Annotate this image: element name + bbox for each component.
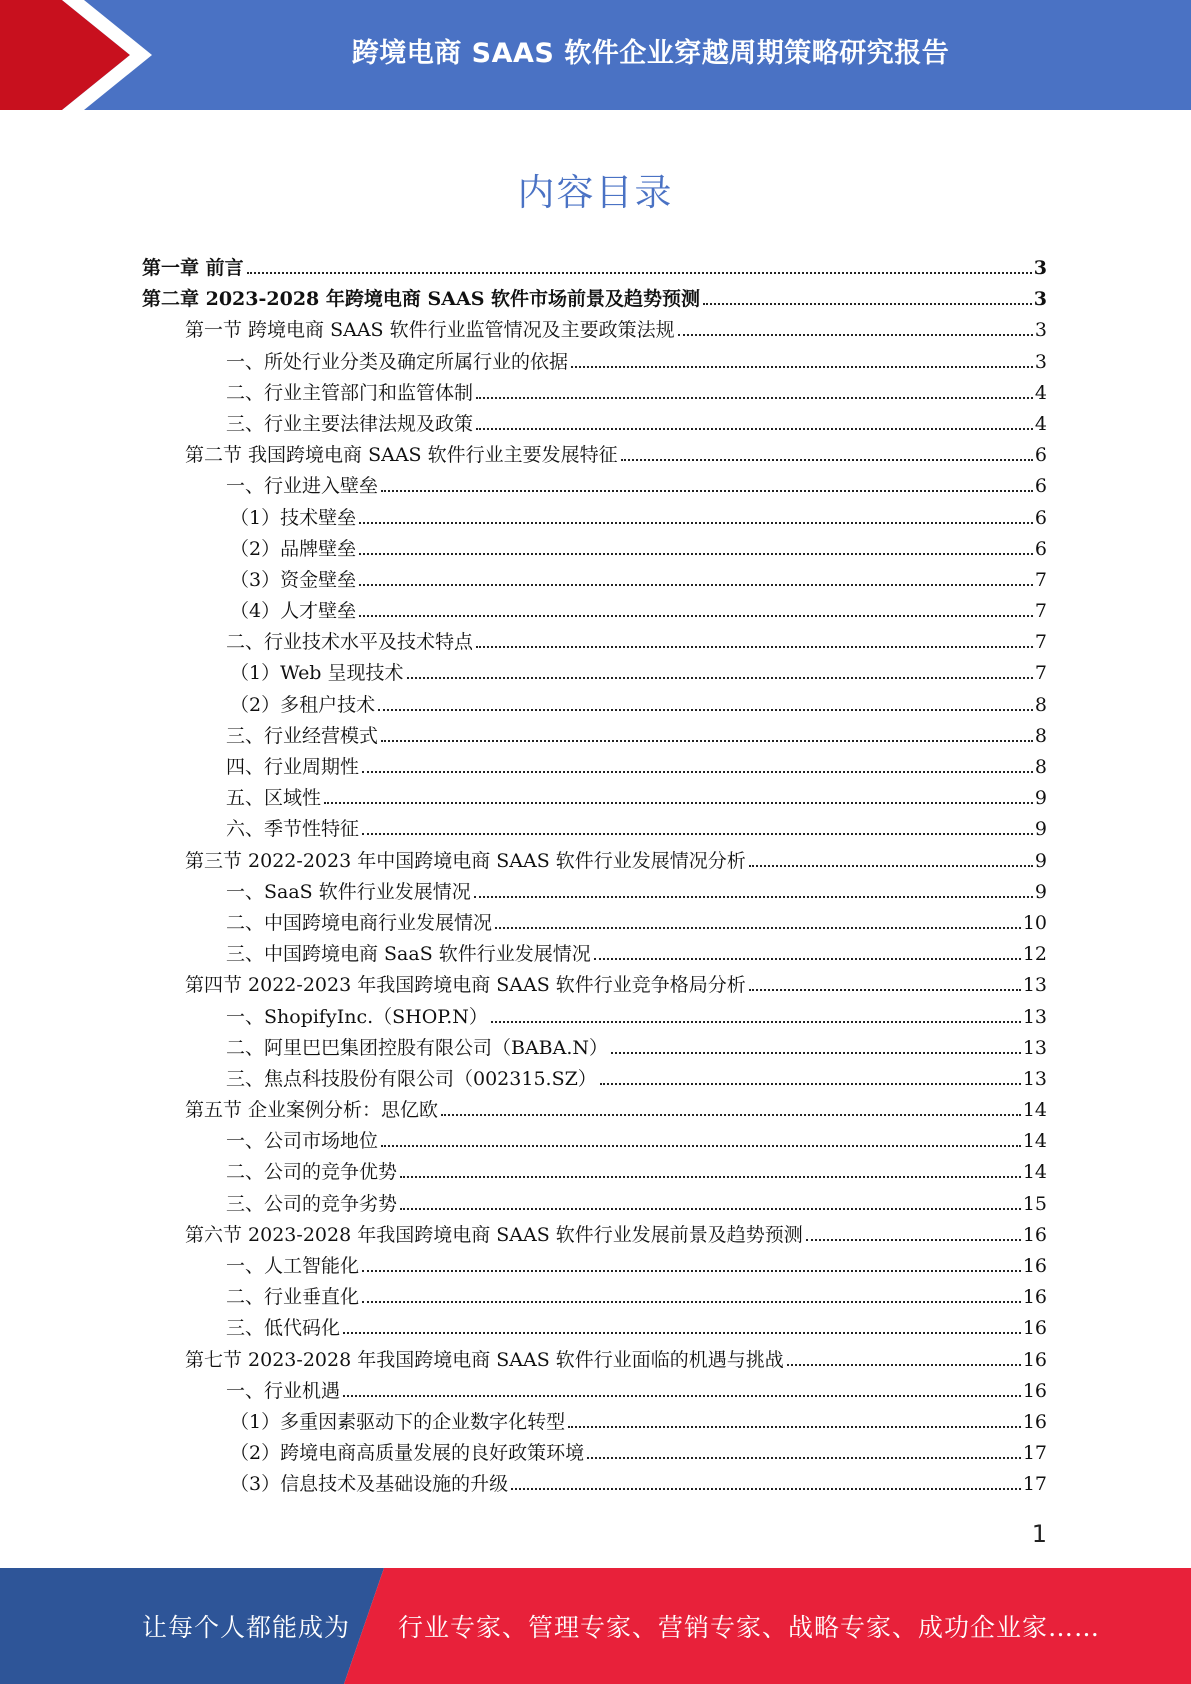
toc-entry-page: 13 [1022, 1067, 1047, 1090]
toc-entry-text: （2）跨境电商高质量发展的良好政策环境 [230, 1442, 585, 1465]
toc-entry-text: （2）多租户技术 [230, 693, 376, 716]
toc-dot-leader [359, 522, 1033, 524]
toc-entry-text: 一、行业机遇 [226, 1379, 341, 1402]
toc-dot-leader [621, 459, 1033, 461]
toc-dot-leader [362, 1270, 1021, 1272]
toc-dot-leader [491, 1021, 1021, 1023]
toc-entry[interactable] [0, 378, 1191, 409]
toc-entry-text: 三、公司的竞争劣势 [226, 1192, 398, 1215]
toc-entry-page: 9 [1034, 849, 1047, 872]
toc-entry-page: 6 [1034, 475, 1047, 498]
toc-entry[interactable] [0, 440, 1191, 471]
toc-entry-page: 14 [1022, 1161, 1047, 1184]
toc-entry-text: （3）信息技术及基础设施的升级 [230, 1473, 509, 1496]
toc-entry-page: 7 [1034, 600, 1047, 623]
toc-dot-leader [476, 646, 1033, 648]
toc-dot-leader [441, 1114, 1021, 1116]
toc-entry-page: 9 [1034, 880, 1047, 903]
toc-dot-leader [343, 1395, 1021, 1397]
toc-dot-leader [407, 677, 1033, 679]
toc-entry-page: 8 [1034, 756, 1047, 778]
toc-entry-page: 6 [1034, 444, 1047, 467]
toc-entry-text: 一、公司市场地位 [226, 1130, 379, 1153]
toc-entry-text: 三、中国跨境电商 SaaS 软件行业发展情况 [226, 943, 591, 966]
toc-dot-leader [381, 740, 1033, 742]
toc-entry-text: 四、行业周期性 [226, 756, 360, 778]
toc-entry[interactable] [0, 1376, 1191, 1407]
toc-dot-leader [749, 865, 1033, 867]
toc-entry[interactable] [0, 1282, 1191, 1313]
toc-dot-leader [703, 303, 1032, 305]
toc-entry-page: 16 [1022, 1286, 1047, 1309]
toc-dot-leader [587, 1457, 1021, 1459]
toc-entry-page: 7 [1034, 568, 1047, 591]
toc-entry-text: 一、人工智能化 [226, 1255, 360, 1277]
toc-entry[interactable] [0, 1407, 1191, 1438]
toc-entry-page: 7 [1034, 662, 1047, 685]
toc-entry[interactable] [0, 814, 1191, 845]
toc-entry[interactable] [0, 1189, 1191, 1220]
toc-entry-text: 一、行业进入壁垒 [226, 475, 379, 498]
toc-entry-text: 三、低代码化 [226, 1317, 341, 1340]
toc-entry-text: （1）Web 呈现技术 [230, 662, 404, 685]
toc-entry-page: 4 [1034, 381, 1047, 404]
toc-entry[interactable] [0, 627, 1191, 658]
toc-entry-text: 三、行业经营模式 [226, 724, 379, 747]
toc-dot-leader [324, 802, 1033, 804]
toc-entry-text: 一、SaaS 软件行业发展情况 [226, 880, 471, 903]
toc-entry-page: 16 [1022, 1223, 1047, 1246]
toc-dot-leader [400, 1176, 1021, 1178]
toc-entry-text: （1）多重因素驱动下的企业数字化转型 [230, 1410, 566, 1433]
toc-entry-text: 二、行业主管部门和监管体制 [226, 381, 474, 404]
toc-entry-page: 7 [1034, 631, 1047, 654]
toc-dot-leader [381, 490, 1033, 492]
page-footer [0, 1568, 1191, 1684]
toc-dot-leader [806, 1239, 1021, 1241]
toc-entry-text: 一、ShopifyInc.（SHOP.N） [226, 1005, 488, 1028]
toc-entry-page: 16 [1022, 1255, 1047, 1277]
toc-entry-page: 14 [1022, 1099, 1047, 1122]
toc-entry-page: 13 [1022, 1005, 1047, 1028]
toc-entry-text: 第三节 2022-2023 年中国跨境电商 SAAS 软件行业发展情况分析 [185, 849, 746, 872]
toc-entry[interactable] [0, 534, 1191, 565]
page-header [0, 0, 1191, 110]
toc-dot-leader [594, 958, 1021, 960]
toc-entry[interactable] [0, 315, 1191, 346]
toc-dot-leader [678, 334, 1033, 336]
toc-dot-leader [476, 428, 1033, 430]
toc-entry[interactable] [0, 347, 1191, 378]
toc-entry-text: 第二节 我国跨境电商 SAAS 软件行业主要发展特征 [185, 444, 618, 467]
toc-entry-page: 9 [1034, 787, 1047, 810]
toc-entry[interactable] [0, 1095, 1191, 1126]
toc-entry-page: 16 [1022, 1379, 1047, 1402]
toc-entry[interactable] [0, 752, 1191, 783]
toc-dot-leader [359, 584, 1033, 586]
toc-dot-leader [343, 1332, 1021, 1334]
toc-dot-leader [378, 709, 1033, 711]
toc-entry-text: 三、行业主要法律法规及政策 [226, 412, 474, 435]
toc-dot-leader [474, 896, 1033, 898]
toc-entry[interactable] [0, 253, 1191, 284]
toc-entry-text: （4）人才壁垒 [230, 600, 357, 623]
toc-entry-page: 6 [1034, 506, 1047, 529]
toc-entry-page: 16 [1022, 1348, 1047, 1371]
toc-entry[interactable] [0, 565, 1191, 596]
toc-entry-text: 二、行业技术水平及技术特点 [226, 631, 474, 654]
toc-entry-page: 4 [1034, 412, 1047, 435]
toc-entry-text: 第二章 2023-2028 年跨境电商 SAAS 软件市场前景及趋势预测 [142, 288, 701, 311]
toc-entry-text: 第七节 2023-2028 年我国跨境电商 SAAS 软件行业面临的机遇与挑战 [185, 1348, 784, 1371]
toc-entry[interactable] [0, 284, 1191, 315]
toc-entry-page: 3 [1034, 319, 1047, 342]
toc-dot-leader [362, 1301, 1021, 1303]
toc-entry-page: 13 [1022, 974, 1047, 997]
toc-entry-text: 第一节 跨境电商 SAAS 软件行业监管情况及主要政策法规 [185, 319, 675, 342]
toc-dot-leader [476, 397, 1033, 399]
toc-entry-text: （2）品牌壁垒 [230, 537, 357, 560]
toc-entry-text: 二、行业垂直化 [226, 1286, 360, 1309]
toc-entry[interactable] [0, 409, 1191, 440]
toc-entry-text: （1）技术壁垒 [230, 506, 357, 529]
toc-entry-page: 15 [1022, 1192, 1047, 1215]
toc-entry[interactable] [0, 1251, 1191, 1282]
toc-entry[interactable] [0, 1345, 1191, 1376]
toc-entry-page: 13 [1022, 1036, 1047, 1059]
toc-entry[interactable] [0, 1064, 1191, 1095]
toc-entry[interactable] [0, 908, 1191, 939]
toc-entry-text: 一、所处行业分类及确定所属行业的依据 [226, 350, 569, 373]
toc-dot-leader [400, 1208, 1021, 1210]
toc-entry[interactable] [0, 503, 1191, 534]
toc-dot-leader [495, 927, 1021, 929]
toc-entry-text: 六、季节性特征 [226, 818, 360, 841]
table-of-contents [0, 253, 1191, 1501]
toc-entry[interactable] [0, 721, 1191, 752]
toc-entry-page: 6 [1034, 537, 1047, 560]
toc-dot-leader [600, 1083, 1021, 1085]
toc-dot-leader [247, 272, 1032, 274]
toc-entry-page: 9 [1034, 818, 1047, 841]
toc-dot-leader [611, 1052, 1021, 1054]
toc-entry-page: 3 [1034, 350, 1047, 373]
footer-slogan-right: 行业专家、管理专家、营销专家、战略专家、成功企业家…… [398, 1613, 1101, 1642]
toc-dot-leader [787, 1364, 1021, 1366]
toc-entry-page: 17 [1022, 1442, 1047, 1465]
toc-entry[interactable] [0, 690, 1191, 721]
toc-entry-page: 8 [1034, 724, 1047, 747]
toc-entry[interactable] [0, 1220, 1191, 1251]
toc-entry[interactable] [0, 471, 1191, 502]
toc-entry-text: 二、公司的竞争优势 [226, 1161, 398, 1184]
toc-entry-text: 五、区域性 [226, 787, 322, 810]
page-number: 1 [1031, 1520, 1047, 1548]
toc-entry-page: 16 [1022, 1410, 1047, 1433]
toc-entry[interactable] [0, 846, 1191, 877]
toc-entry-page: 3 [1033, 288, 1047, 311]
report-title: 跨境电商 SAAS 软件企业穿越周期策略研究报告 [351, 37, 950, 69]
toc-entry-text: 二、阿里巴巴集团控股有限公司（BABA.N） [226, 1036, 609, 1059]
toc-entry-page: 12 [1022, 943, 1047, 966]
footer-slogan-left: 让每个人都能成为 [142, 1613, 351, 1642]
toc-dot-leader [568, 1426, 1021, 1428]
toc-entry[interactable] [0, 658, 1191, 689]
toc-entry[interactable] [0, 877, 1191, 908]
toc-dot-leader [511, 1488, 1021, 1490]
toc-dot-leader [381, 1145, 1021, 1147]
toc-entry[interactable] [0, 596, 1191, 627]
toc-entry[interactable] [0, 1157, 1191, 1188]
toc-entry-page: 17 [1022, 1473, 1047, 1496]
toc-title: 内容目录 [517, 171, 674, 214]
toc-entry[interactable] [0, 1313, 1191, 1344]
toc-entry-text: 三、焦点科技股份有限公司（002315.SZ） [226, 1067, 597, 1090]
toc-dot-leader [359, 553, 1033, 555]
toc-entry-text: 第六节 2023-2028 年我国跨境电商 SAAS 软件行业发展前景及趋势预测 [185, 1223, 803, 1246]
toc-entry-page: 3 [1033, 257, 1047, 279]
toc-entry-page: 14 [1022, 1130, 1047, 1153]
toc-entry[interactable] [0, 939, 1191, 970]
toc-entry-text: 第一章 前言 [142, 257, 244, 279]
toc-entry-text: 二、中国跨境电商行业发展情况 [226, 911, 493, 934]
toc-entry[interactable] [0, 1002, 1191, 1033]
chevron-arrow-icon [0, 0, 160, 110]
toc-dot-leader [571, 366, 1033, 368]
toc-entry[interactable] [0, 1469, 1191, 1500]
toc-entry[interactable] [0, 1438, 1191, 1469]
toc-entry[interactable] [0, 783, 1191, 814]
toc-entry-page: 16 [1022, 1317, 1047, 1340]
toc-entry[interactable] [0, 970, 1191, 1001]
toc-dot-leader [749, 989, 1021, 991]
toc-entry-text: 第五节 企业案例分析：思亿欧 [185, 1099, 439, 1122]
toc-dot-leader [362, 833, 1033, 835]
toc-entry[interactable] [0, 1126, 1191, 1157]
toc-dot-leader [359, 615, 1033, 617]
toc-entry-page: 8 [1034, 693, 1047, 716]
toc-entry-page: 10 [1022, 911, 1047, 934]
toc-entry-text: （3）资金壁垒 [230, 568, 357, 591]
toc-dot-leader [362, 771, 1033, 773]
toc-entry-text: 第四节 2022-2023 年我国跨境电商 SAAS 软件行业竞争格局分析 [185, 974, 746, 997]
toc-entry[interactable] [0, 1033, 1191, 1064]
